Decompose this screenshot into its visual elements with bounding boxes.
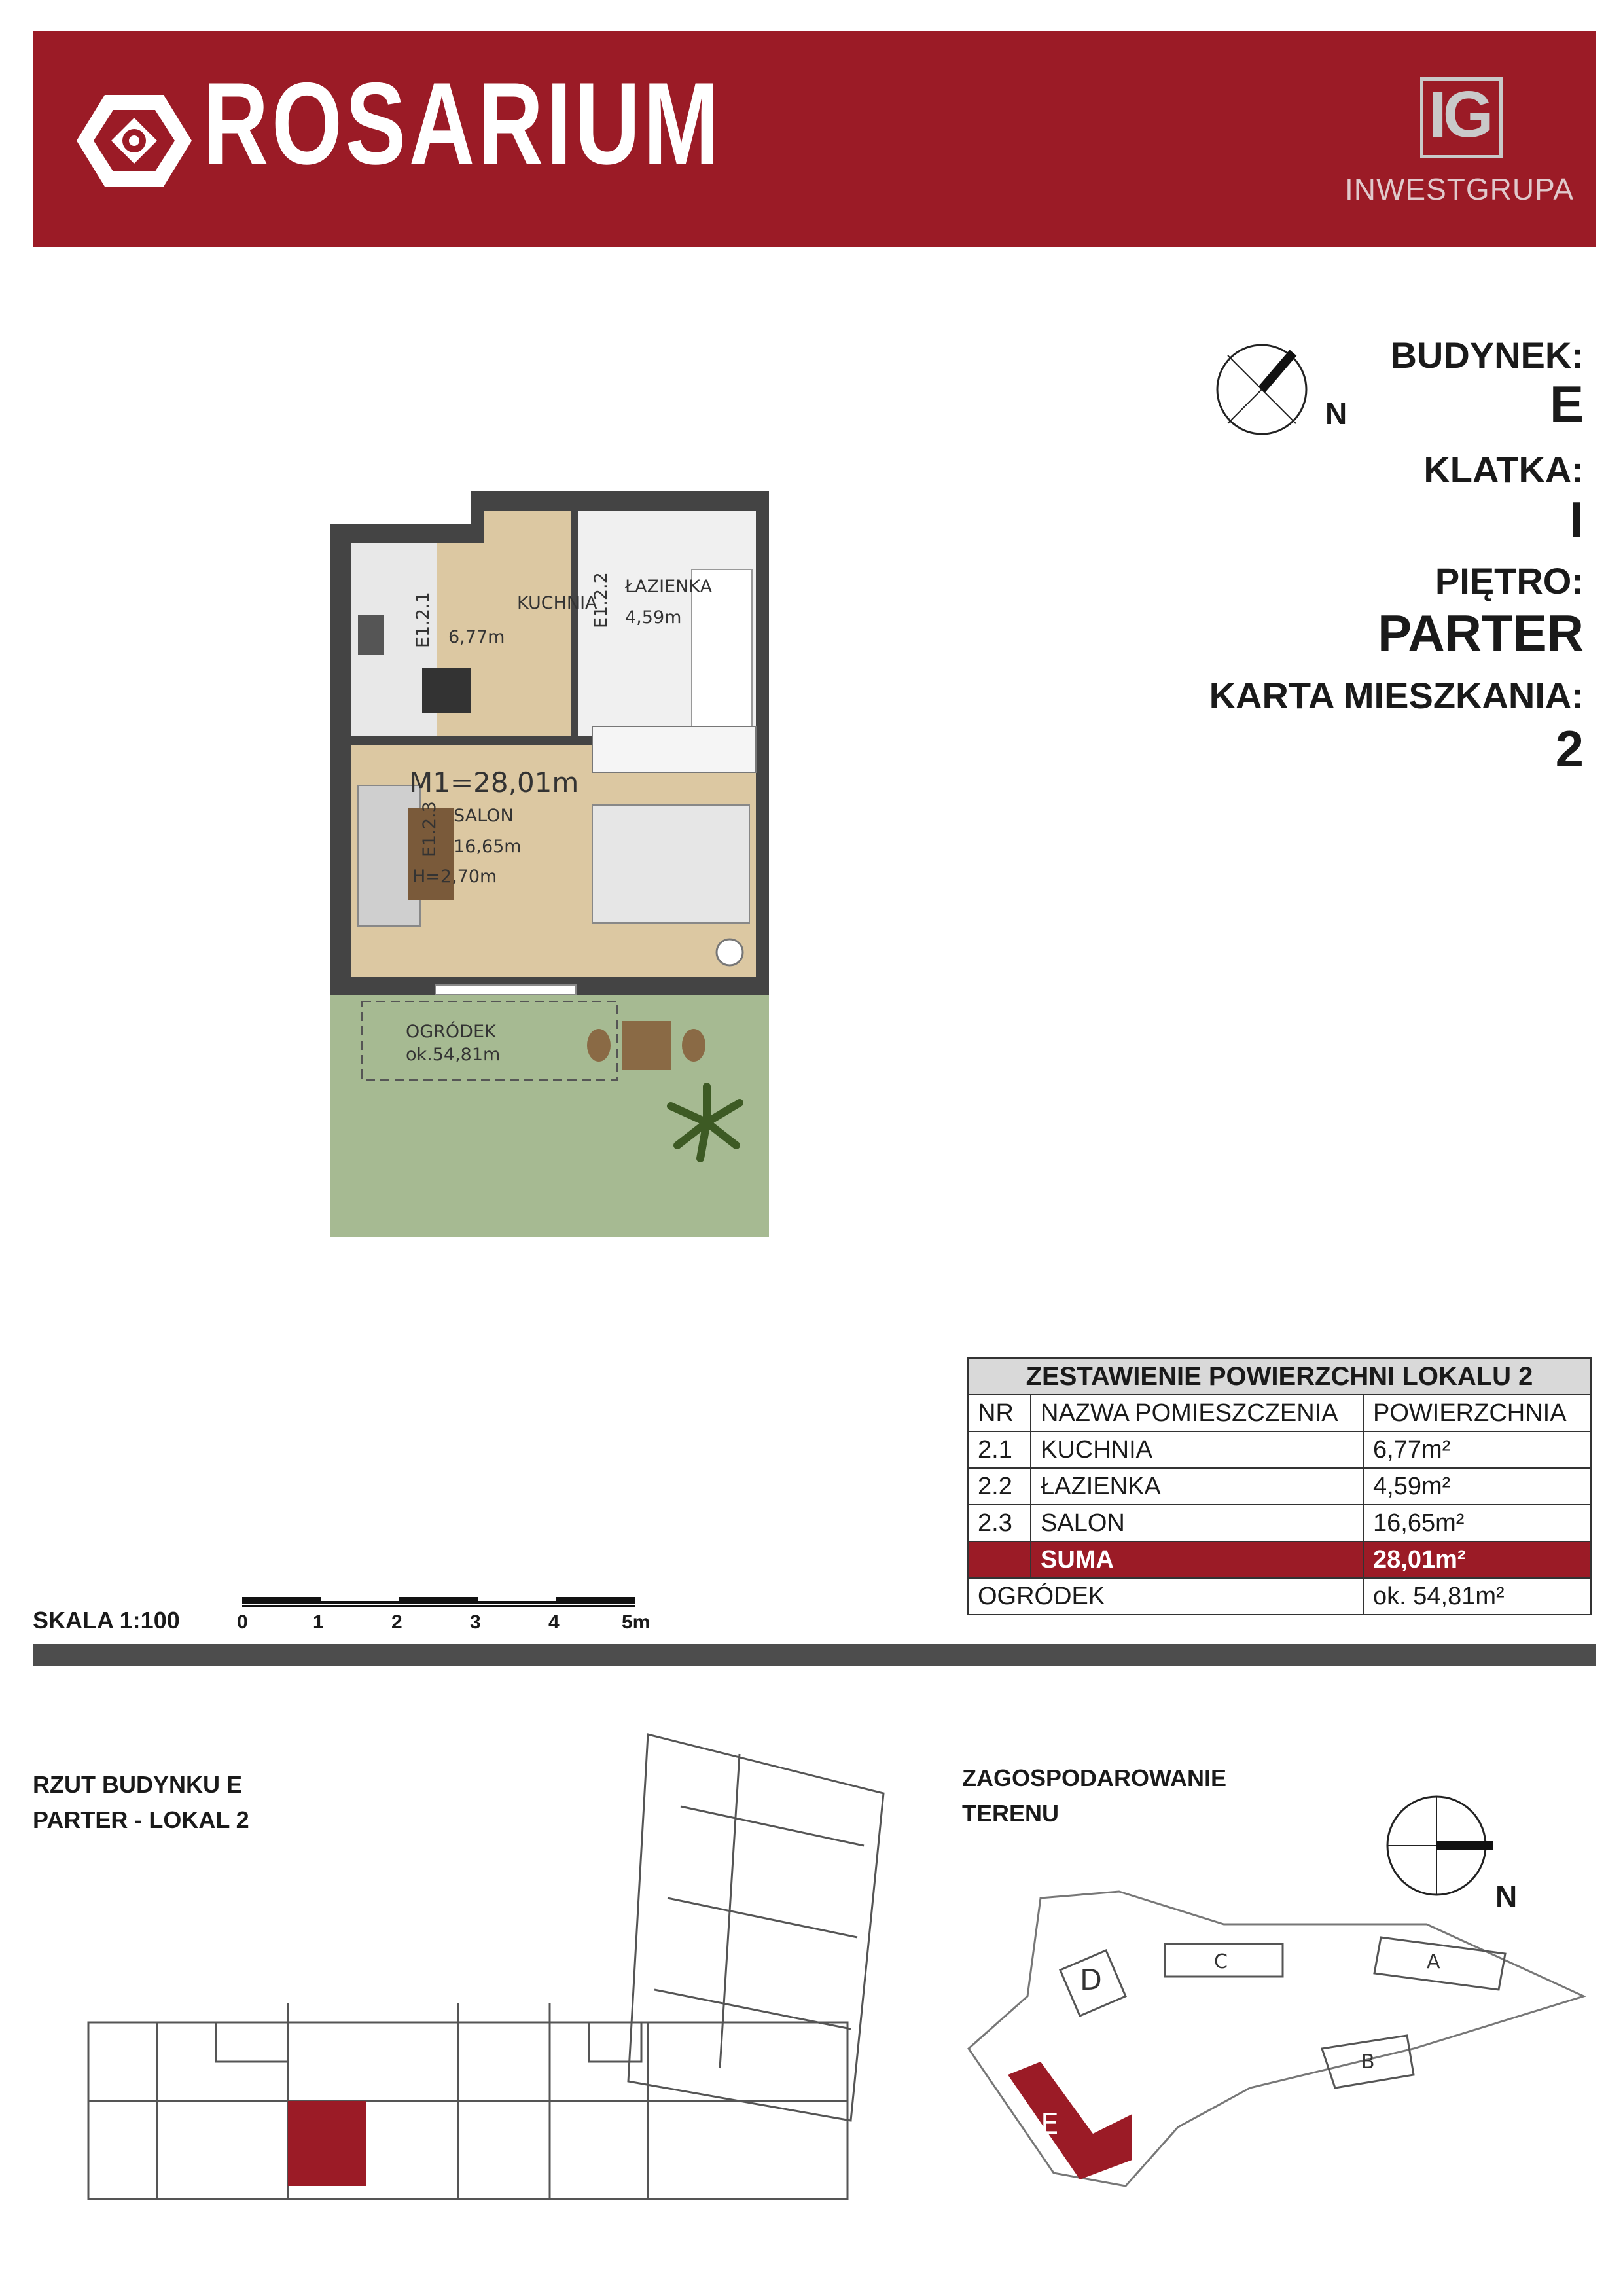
table-title: ZESTAWIENIE POWIERZCHNI LOKALU 2 (968, 1358, 1591, 1395)
scale-tick: 2 (391, 1611, 402, 1633)
section-divider (33, 1644, 1596, 1666)
table-row (968, 1431, 1591, 1468)
scale-tick: 3 (470, 1611, 481, 1633)
apartment-total-area: M1=28,01m (409, 766, 579, 798)
room-area-kitchen: 6,77m (448, 627, 505, 647)
room-height: H=2,70m (412, 867, 497, 887)
room-area-bathroom: 4,59m (625, 607, 682, 628)
room-code-bathroom: E1.2.2 (591, 572, 611, 628)
area-summary-table (967, 1357, 1592, 1615)
scale-label: SKALA 1:100 (33, 1607, 180, 1634)
room-code-kitchen: E1.2.1 (413, 592, 433, 648)
row-area: 4,59m² (1363, 1468, 1591, 1505)
scale-tick: 1 (313, 1611, 324, 1633)
table-header-name: NAZWA POMIESZCZENIA (1031, 1395, 1363, 1431)
room-name-bathroom: ŁAZIENKA (625, 577, 713, 597)
row-area: 16,65m² (1363, 1505, 1591, 1541)
room-name-living: SALON (454, 806, 514, 826)
garden-row-label: OGRÓDEK (968, 1578, 1363, 1615)
developer-name: INWESTGRUPA (1344, 172, 1575, 206)
table-header-area: POWIERZCHNIA (1363, 1395, 1591, 1431)
site-plan-title (962, 1761, 1226, 1831)
compass-icon (1209, 337, 1321, 448)
row-name: SALON (1031, 1505, 1363, 1541)
building-floor-plan (79, 1715, 929, 2212)
highlighted-unit (288, 2101, 366, 2186)
ig-logo-icon (1420, 77, 1503, 158)
site-label-c: C (1214, 1950, 1228, 1973)
site-plan-map (955, 1878, 1610, 2219)
garden-area-label: ok.54,81m (406, 1045, 501, 1065)
site-label-d: D (1080, 1964, 1102, 1997)
apartment-floor-plan (330, 491, 772, 1237)
apartment-label: KARTA MIESZKANIA: (1209, 675, 1584, 716)
rosarium-logo-icon (75, 92, 193, 190)
scale-bar (242, 1597, 635, 1617)
table-row (968, 1468, 1591, 1505)
row-area: 6,77m² (1363, 1431, 1591, 1468)
site-label-e: E (1041, 2108, 1059, 2141)
site-label-b: B (1361, 2051, 1375, 2073)
apartment-value: 2 (1555, 720, 1584, 778)
row-nr: 2.2 (968, 1468, 1031, 1505)
table-row (968, 1505, 1591, 1541)
brand-name: ROSARIUM (203, 58, 722, 188)
table-garden-row (968, 1578, 1591, 1615)
site-plan-title-line2: TERENU (962, 1800, 1060, 1827)
site-north-label: N (1495, 1879, 1518, 1913)
building-label: BUDYNEK: (1390, 334, 1584, 376)
room-code-living: E1.2.3 (419, 801, 440, 857)
north-label: N (1325, 397, 1347, 431)
building-plan-title-line2: PARTER - LOKAL 2 (33, 1806, 249, 1833)
scale-tick: 0 (237, 1611, 248, 1633)
room-area-living: 16,65m (454, 836, 522, 857)
site-label-a: A (1427, 1950, 1440, 1973)
floor-value: PARTER (1378, 604, 1584, 662)
row-nr: 2.3 (968, 1505, 1031, 1541)
floor-label: PIĘTRO: (1435, 560, 1584, 601)
row-nr: 2.1 (968, 1431, 1031, 1468)
row-name: KUCHNIA (1031, 1431, 1363, 1468)
table-sum-row (968, 1541, 1591, 1578)
garden-name: OGRÓDEK (406, 1022, 496, 1042)
table-header-nr: NR (968, 1395, 1031, 1431)
staircase-value: I (1569, 491, 1584, 548)
scale-tick: 4 (548, 1611, 560, 1633)
ig-logo-letters: IG (1429, 78, 1490, 151)
building-plan-title-line1: RZUT BUDYNKU E (33, 1771, 242, 1798)
row-name: ŁAZIENKA (1031, 1468, 1363, 1505)
staircase-label: KLATKA: (1423, 449, 1584, 490)
scale-tick: 5m (622, 1611, 651, 1633)
room-name-kitchen: KUCHNIA (517, 593, 597, 613)
site-plan-title-line1: ZAGOSPODAROWANIE (962, 1765, 1227, 1791)
building-value: E (1549, 375, 1584, 433)
sum-value: 28,01m² (1363, 1541, 1591, 1578)
garden-row-value: ok. 54,81m² (1363, 1578, 1591, 1615)
sum-label: SUMA (1031, 1541, 1363, 1578)
